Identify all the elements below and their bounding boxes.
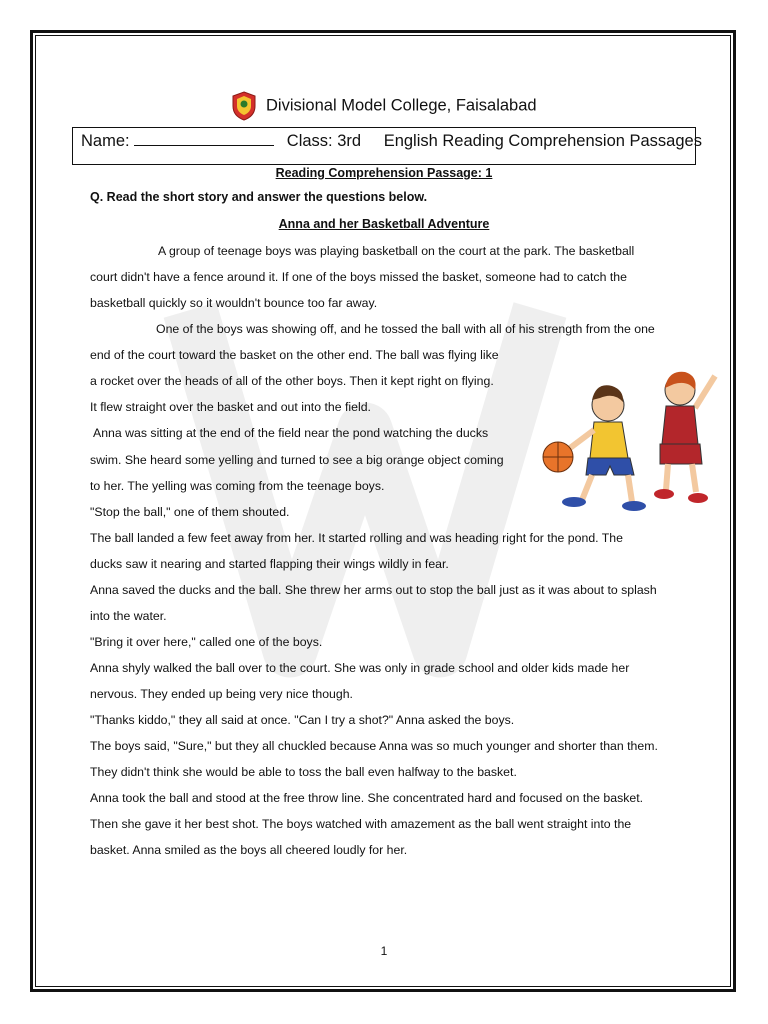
- story-line: A group of teenage boys was playing basketball on the court at the park. The basketball: [158, 244, 635, 258]
- story-line: Anna shyly walked the ball over to the court. She was only in grade school and older kids made her: [90, 661, 630, 675]
- page-number: 1: [380, 944, 388, 958]
- story-title: Anna and her Basketball Adventure: [278, 217, 490, 231]
- name-label: Name:: [81, 132, 130, 150]
- story-line: The boys said, "Sure," but they all chuckled because Anna was so much younger and shorter than them.: [90, 739, 658, 753]
- student-info-box: [72, 127, 702, 165]
- story-line: swim. She heard some yelling and turned to see a big orange object coming: [90, 453, 504, 467]
- class-label: Class:: [286, 132, 333, 150]
- story-line: to her. The yelling was coming from the teenage boys.: [90, 479, 385, 493]
- story-line: "Bring it over here," called one of the boys.: [90, 635, 323, 649]
- story-line: ducks saw it nearing and started flapping their wings wildly in fear.: [90, 557, 449, 571]
- story-line: basketball quickly so it wouldn't bounce too far away.: [90, 296, 378, 310]
- story-line: into the water.: [90, 609, 167, 623]
- story-line: basket. Anna smiled as the boys all cheered loudly for her.: [90, 843, 408, 857]
- story-line: Anna took the ball and stood at the free throw line. She concentrated hard and focused on the basket.: [90, 791, 644, 805]
- story-line: The ball landed a few feet away from her. It started rolling and was heading right for the pond. The: [90, 531, 623, 545]
- class-value: 3rd: [337, 132, 362, 150]
- story-line: Then she gave it her best shot. The boys watched with amazement as the ball went straight into the: [90, 817, 632, 831]
- school-name: Divisional Model College, Faisalabad: [266, 96, 537, 115]
- story-line: "Thanks kiddo," they all said at once. "Can I try a shot?" Anna asked the boys.: [90, 713, 515, 727]
- story-line: end of the court toward the basket on the other end. The ball was flying like: [90, 348, 499, 362]
- name-blank-line: [134, 128, 274, 146]
- passage-heading: Reading Comprehension Passage: 1: [275, 166, 493, 180]
- story-line: They didn't think she would be able to toss the ball even halfway to the basket.: [90, 765, 517, 779]
- story-line: One of the boys was showing off, and he tossed the ball with all of his strength from the one: [156, 322, 655, 336]
- school-header: [0, 88, 768, 122]
- basketball-players-illustration: [530, 360, 730, 520]
- subject-title: English Reading Comprehension Passages: [383, 132, 702, 150]
- story-line: Anna saved the ducks and the ball. She threw her arms out to stop the ball just as it was about to splash: [90, 583, 657, 597]
- college-crest-icon: [231, 91, 257, 121]
- story-line: It flew straight over the basket and out into the field.: [90, 400, 371, 414]
- story-line: Anna was sitting at the end of the field near the pond watching the ducks: [93, 426, 489, 440]
- question-instruction: Q. Read the short story and answer the questions below.: [90, 190, 428, 204]
- story-line: "Stop the ball," one of them shouted.: [90, 505, 290, 519]
- story-line: nervous. They ended up being very nice though.: [90, 687, 353, 701]
- story-line: court didn't have a fence around it. If one of the boys missed the basket, someone had to catch the: [90, 270, 627, 284]
- story-line: a rocket over the heads of all of the other boys. Then it kept right on flying.: [90, 374, 494, 388]
